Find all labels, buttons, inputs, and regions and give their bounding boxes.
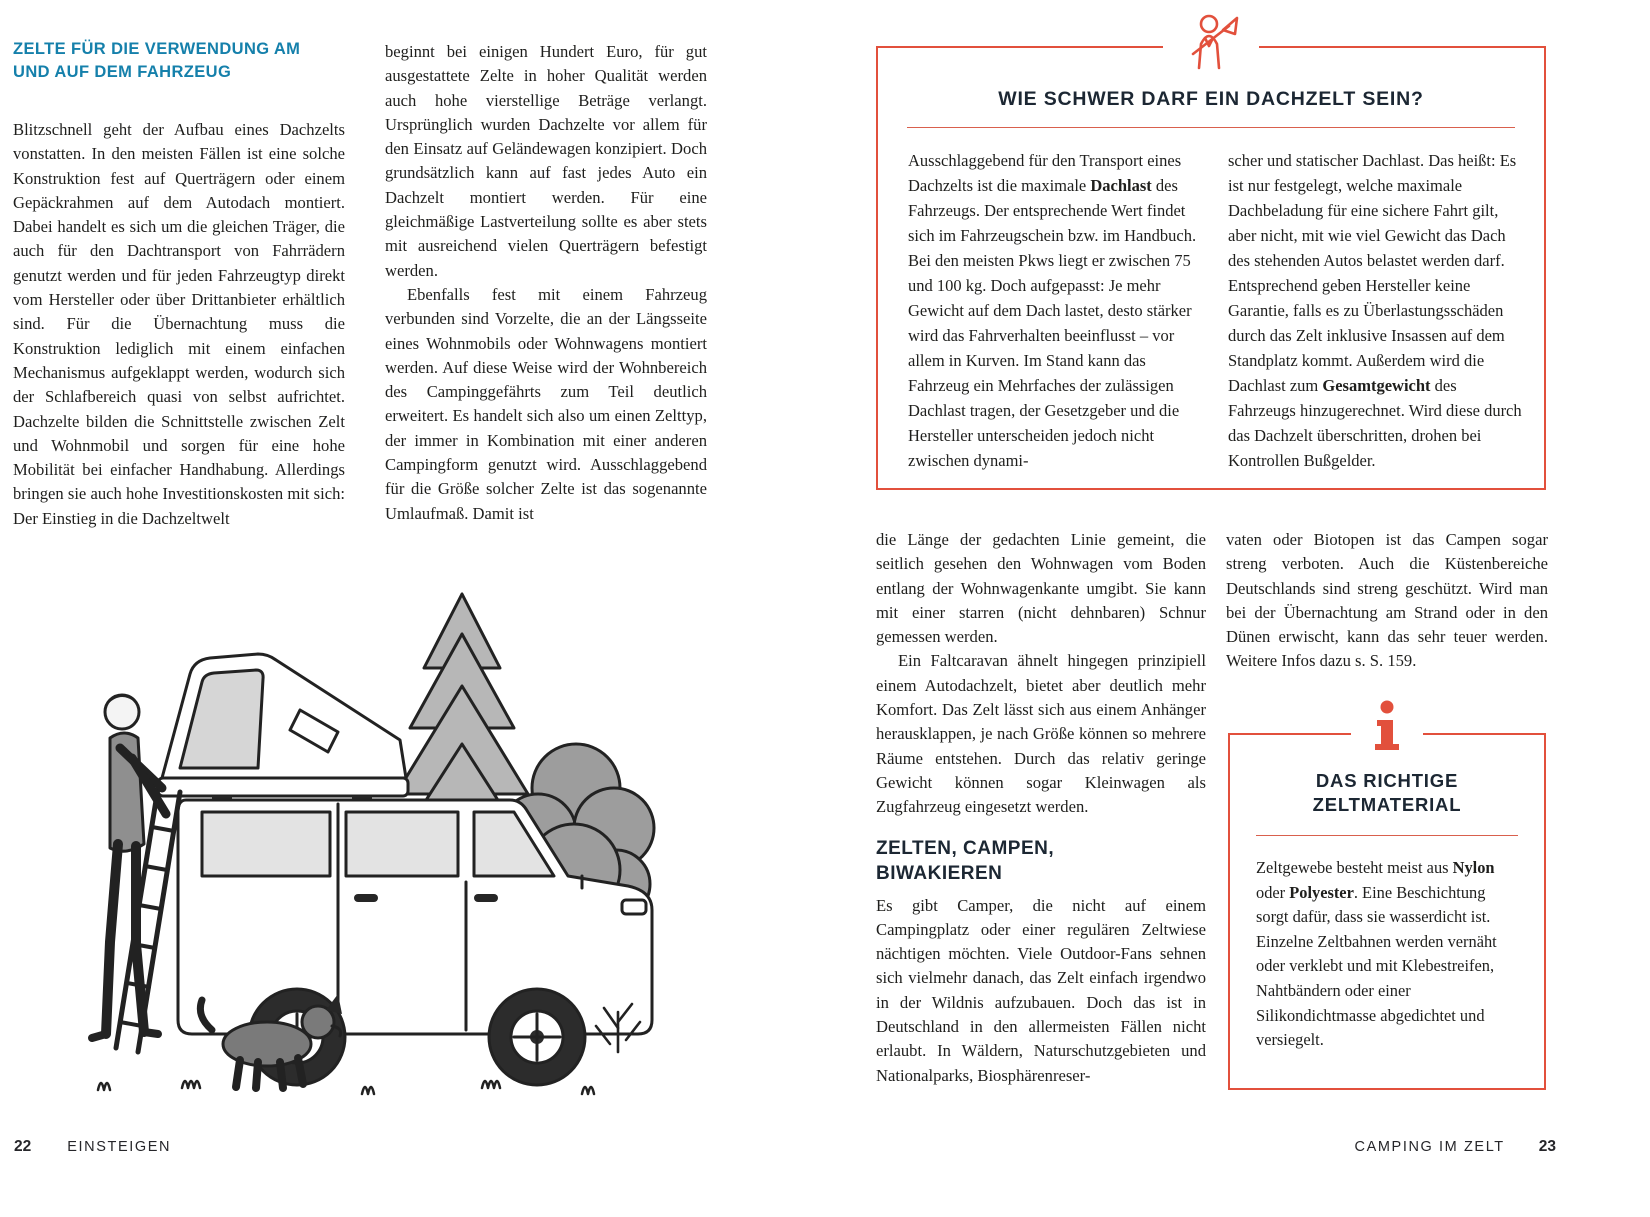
box-text: des Fahrzeugs. Der entsprechende Wert findet sich im Fahrzeugschein bzw. im Handbuch. Bei den meisten Pkws liegt er zwischen 75 und 100 kg. Doch aufgepasst: Je mehr Gewicht auf dem Dach lastet, desto stärker wird das Fahrverhalten beeinflusst – vor allem in Kurven. Im Stand kann das Fahrzeug ein Mehrfaches der zulässigen Dachlast tragen, der Gesetzgeber und die Hersteller unterscheiden jedoch nicht zwischen dynami- bbox=[908, 176, 1197, 470]
body-paragraph: vaten oder Biotopen ist das Campen sogar streng verboten. Auch die Küstenbereiche Deutschlands sind streng geschützt. Wird man bei der Übernachtung am Strand oder in den Dünen erwischt, kann das sehr teuer werden. Weitere Infos dazu s. S. 159. bbox=[1226, 530, 1548, 671]
box-text-bold: Nylon bbox=[1452, 858, 1495, 877]
material-box-title-line: DAS RICHTIGE bbox=[1315, 770, 1459, 791]
section-heading-line: ZELTE FÜR DIE VERWENDUNG AM bbox=[13, 40, 301, 58]
weight-box-column-1 bbox=[908, 148, 1204, 473]
subheading-line: BIWAKIEREN bbox=[876, 862, 1003, 884]
body-paragraph: beginnt bei einigen Hundert Euro, für gut ausgestattete Zelte in hoher Qualität werden auch hohe vierstellige Beträge verlangt. Ursprünglich wurden Dachzelte vor allem für den Einsatz auf Geländewagen konzipiert. Doch grundsätzlich kann auf fast jedes Auto ein Dachzelt montiert werden. Für eine gleichmäßige Lastverteilung sollte es aber stets mit ausreichend vielen Querträgern befestigt werden. bbox=[385, 42, 707, 280]
title-rule bbox=[907, 127, 1515, 128]
box-paragraph bbox=[1256, 856, 1518, 1053]
box-text: . Eine Beschichtung sorgt dafür, dass sie wasserdicht ist. Einzelne Zeltbahnen werden vernäht oder verklebt und mit Klebestreifen, Nahtbändern oder einer Silikondichtmasse abgedichtet und versiegelt. bbox=[1256, 882, 1497, 1050]
subheading-zelten-campen-biwakieren bbox=[876, 836, 1206, 886]
hiker-carrying-tent-icon bbox=[1163, 4, 1259, 76]
subheading-line: ZELTEN, CAMPEN, bbox=[876, 837, 1055, 859]
info-icon bbox=[1351, 687, 1423, 761]
box-text-bold: Polyester bbox=[1289, 882, 1354, 902]
roof-tent-icon bbox=[158, 654, 408, 802]
footer-left bbox=[14, 1138, 171, 1156]
page-number-left: 22 bbox=[14, 1138, 32, 1155]
rooftent-illustration-svg bbox=[62, 582, 662, 1117]
box-text: oder bbox=[1256, 882, 1290, 902]
title-rule bbox=[1256, 835, 1518, 836]
weight-box-column-2 bbox=[1228, 148, 1524, 473]
box-text: des Fahrzeugs hinzugerechnet. Wird diese durch das Dachzelt überschritten, drohen bei Kontrollen Bußgelder. bbox=[1228, 376, 1522, 470]
chapter-label-right: CAMPING IM ZELT bbox=[1354, 1139, 1505, 1155]
text-column-left-1 bbox=[13, 118, 345, 531]
text-column-right-1 bbox=[876, 528, 1206, 1088]
body-paragraph: Es gibt Camper, die nicht auf einem Campingplatz oder einer regulären Zeltwiese nächtigen möchten. Viele Outdoor-Fans sehnen sich vielmehr danach, das Zelt einfach irgendwo in der Wildnis aufzubauen. Doch das ist in Deutschland in den allermeisten Fällen nicht erlaubt. In Wäldern, Naturschutzgebieten und Nationalparks, Biosphärenreser- bbox=[876, 895, 1206, 1085]
text-column-left-2 bbox=[385, 40, 707, 526]
text-column-right-2 bbox=[1226, 528, 1548, 674]
material-box-title-line: ZELTMATERIAL bbox=[1312, 794, 1462, 815]
body-paragraph: Ebenfalls fest mit einem Fahrzeug verbunden sind Vorzelte, die an der Längsseite eines Wohnmobils oder Wohnwagens montiert werden. Auf diese Weise wird der Wohnbereich des Campinggefährts zum Teil deutlich erweitert. Es handelt sich also um einen Zelttyp, der immer in Kombination mit einer anderen Campingform genutzt wird. Ausschlaggebend für die Größe solcher Zelte ist das sogenannte Umlaufmaß. Damit ist bbox=[385, 284, 707, 523]
box-text: Zeltgewebe besteht meist aus bbox=[1256, 858, 1453, 877]
box-paragraph bbox=[908, 148, 1204, 473]
body-paragraph: die Länge der gedachten Linie gemeint, die seitlich gesehen den Wohnwagen vom Boden entlang der Wohnwagenkante umgibt. Sie kann mit einer starren (nicht dehnbaren) Schnur gemessen werden. bbox=[876, 530, 1206, 647]
wheel-icon bbox=[489, 989, 585, 1085]
box-text: scher und statischer Dachlast. Das heißt: Es ist nur festgelegt, welche maximale Dachbeladung für eine sichere Fahrt gilt, aber nicht, mit wie viel Gewicht das Dach des stehenden Autos belastet werden darf. Entsprechend geben Hersteller keine Garantie, falls es zu Überlastungsschäden durch das Zelt inklusive Insassen auf dem Standplatz kommt. Außerdem wird die Dachlast zum bbox=[1228, 151, 1517, 395]
section-heading-line: UND AUF DEM FAHRZEUG bbox=[13, 63, 232, 81]
material-box-title bbox=[1250, 769, 1524, 817]
section-heading bbox=[13, 38, 300, 84]
material-info-box bbox=[1228, 733, 1546, 1090]
weight-info-box bbox=[876, 46, 1546, 490]
box-text-bold: Gesamtgewicht bbox=[1322, 376, 1431, 395]
body-paragraph: Ein Faltcaravan ähnelt hingegen prinzipiell einem Autodachzelt, bietet aber deutlich mehr Komfort. Das Zelt lässt sich aus einem Anhänger herausklappen, je nach Größe können so mehrere Räume entstehen. Durch das relativ geringe Gewicht können sogar Kleinwagen als Zugfahrzeug eingesetzt werden. bbox=[876, 651, 1206, 817]
page-number-right: 23 bbox=[1538, 1138, 1556, 1155]
chapter-label-left: EINSTEIGEN bbox=[67, 1139, 172, 1155]
weight-box-title: WIE SCHWER DARF EIN DACHZELT SEIN? bbox=[998, 88, 1424, 110]
body-paragraph: Blitzschnell geht der Aufbau eines Dachzelts vonstatten. In den meisten Fällen ist eine solche Konstruktion fest auf Querträgern oder einem Gepäckrahmen auf dem Autodach montiert. Dabei handelt es sich um die gleichen Träger, die auch für den Dachtransport von Fahrrädern genutzt werden und für jeden Fahrzeugtyp direkt vom Hersteller oder über Drittanbieter erhältlich sind. Für die Übernachtung muss die Konstruktion lediglich mit einem einfachen Mechanismus aufgeklappt werden, wodurch sich der Schlafbereich quasi von selbst aufrichtet. Dachzelte bilden die Schnittstelle zwischen Zelt und Wohnmobil und sorgen für eine hohe Mobilität bei einfacher Handhabung. Allerdings bringen sie auch hohe Investitionskosten mit sich: Der Einstieg in die Dachzeltwelt bbox=[13, 120, 345, 528]
rooftent-illustration bbox=[62, 582, 662, 1117]
footer-right bbox=[1355, 1138, 1556, 1156]
box-text: Ausschlaggebend für den Transport eines Dachzelts ist die maximale bbox=[908, 151, 1182, 195]
box-text-bold: Dachlast bbox=[1090, 176, 1152, 195]
box-paragraph bbox=[1228, 148, 1524, 473]
